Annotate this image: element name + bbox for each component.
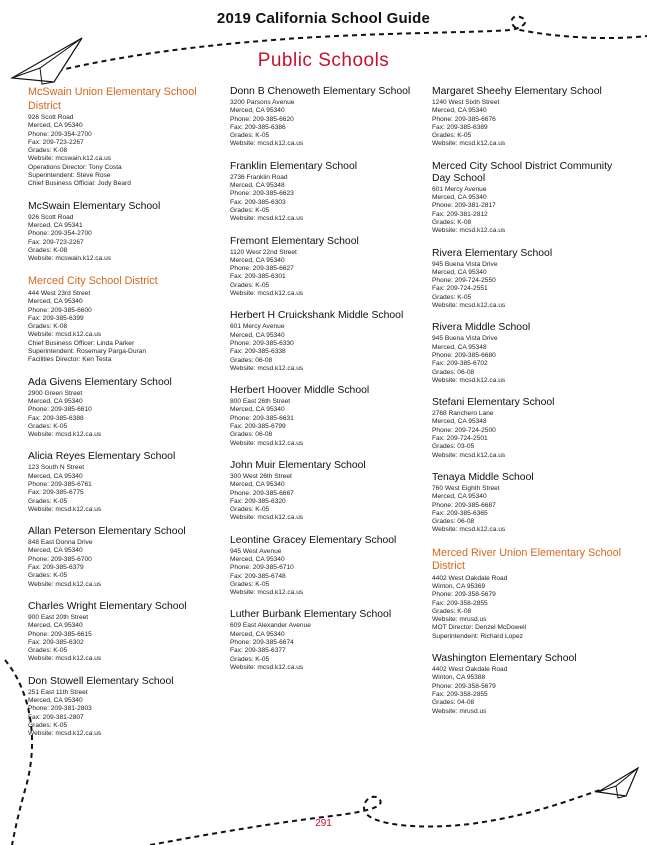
entry-detail-line: Grades: K-05 [230,206,270,214]
entry-detail-line: 300 West 26th Street [230,472,292,480]
district-name: McSwain Union Elementary School District [28,86,197,112]
school-name: Tenaya Middle School [432,471,534,483]
entry-detail-line: 926 Scott Road [28,213,74,221]
school-name: McSwain Elementary School [28,200,161,212]
entry-detail-line: Merced, CA 95340 [28,397,83,405]
entry-detail-line: Grades: K-05 [230,580,270,588]
entry-detail-line: Phone: 209-385-6687 [432,501,496,509]
entry-detail-line: Merced, CA 95340 [28,697,83,705]
paper-plane-icon [598,768,638,798]
entry-detail-line: Fax: 209-724-2551 [432,285,488,293]
entry-detail-line: Fax: 209-385-6379 [28,564,84,572]
entry-detail-line: Phone: 209-354-2700 [28,230,92,238]
entry-detail-line: Fax: 209-723-2267 [28,138,84,146]
entry-detail-line: Superintendent: Steve Rose [28,172,111,180]
entry-detail-line: 601 Mercy Avenue [230,323,285,331]
entry-detail-line: Grades: K-05 [230,132,270,140]
entry-detail-line: Fax: 209-385-6389 [432,123,488,131]
entry-detail-line: Website: mcsd.k12.ca.us [230,215,304,223]
entry-detail-line: Grades: K-05 [28,497,68,505]
entry-detail-line: 4402 West Oakdale Road [432,666,508,674]
entry-detail-line: Fax: 209-385-6388 [28,414,84,422]
directory-column-1 [28,86,228,751]
school-name: Ada Givens Elementary School [28,376,172,388]
district-name: Merced River Union Elementary School District [432,546,622,573]
directory-column-3 [432,86,632,728]
entry-detail-line: Phone: 209-724-2550 [432,277,496,285]
school-entry [230,385,430,448]
entry-detail-line: 2736 Franklin Road [230,173,288,181]
entry-detail-line: 926 Scott Road [28,114,74,121]
entry-detail-line: Website: mcsd.k12.ca.us [432,227,506,235]
school-entry [230,460,430,523]
entry-detail-line: Phone: 209-385-6615 [28,630,92,638]
entry-detail-line: Website: mcsd.k12.ca.us [230,439,304,447]
entry-detail-line: Fax: 209-385-6320 [230,497,286,505]
entry-detail-line: Website: mcswain.k12.ca.us [28,255,112,263]
entry-detail-line: Phone: 209-358-5679 [432,682,496,690]
entry-detail-line: Grades: K-05 [230,655,270,663]
entry-detail-line: Grades: K-05 [230,506,270,514]
entry-detail-line: Grades: K-05 [28,721,68,729]
entry-detail-line: Merced, CA 95341 [28,221,83,229]
entry-detail-line: Grades: 06-08 [432,518,475,526]
entry-detail-line: Fax: 209-358-2855 [432,690,488,698]
entry-detail-line: Fax: 209-385-6386 [230,123,286,131]
entry-detail-line: Phone: 209-724-2500 [432,426,496,434]
entry-detail-line: Merced, CA 95340 [230,107,285,115]
school-entry [28,601,228,664]
section-title: Public Schools [257,50,390,71]
entry-detail-line: MOT Director: Denzel McDowell [432,624,527,632]
entry-detail-line: Merced, CA 95340 [230,331,285,339]
school-name: Donn B Chenoweth Elementary School [230,86,411,97]
school-entry [28,676,228,739]
entry-detail-line: 900 East 20th Street [28,613,89,621]
entry-detail-line: Merced, CA 95340 [28,298,83,306]
entry-detail-line: 945 Buena Vista Drive [432,260,498,268]
entry-detail-line: 800 East 26th Street [230,398,291,406]
entry-detail-line: Phone: 209-385-6676 [432,115,496,123]
entry-detail-line: 760 West Eighth Street [432,484,500,492]
entry-detail-line: Fax: 209-385-6748 [230,572,286,580]
entry-detail-line: Grades: K-05 [28,422,68,430]
school-entry [230,310,430,373]
entry-detail-line: Chief Business Official: Jody Beard [28,180,131,188]
page-header: 2019 California School Guide [216,10,431,27]
entry-detail-line: Phone: 209-385-6600 [28,306,92,314]
school-name: Luther Burbank Elementary School [230,609,392,621]
school-entry [432,86,632,149]
entry-detail-line: Website: mcsd.k12.ca.us [432,376,506,384]
entry-detail-line: Operations Director: Tony Costa [28,163,122,171]
entry-detail-line: Website: mrusd.us [432,616,487,624]
school-name: Leontine Gracey Elementary School [230,534,397,546]
entry-detail-line: Website: mcsd.k12.ca.us [28,431,102,439]
school-entry [28,377,228,440]
directory-column-2 [230,86,430,684]
entry-detail-line: Website: mcsd.k12.ca.us [230,140,304,148]
entry-detail-line: Website: mcswain.k12.ca.us [28,155,112,163]
school-name: Franklin Elementary School [230,160,358,172]
entry-detail-line: Fax: 209-385-6399 [28,314,84,322]
entry-detail-line: Website: mcsd.k12.ca.us [230,290,304,298]
entry-detail-line: Merced, CA 95340 [28,122,83,130]
entry-detail-line: 2768 Ranchero Lane [432,410,494,418]
entry-detail-line: Fax: 209-385-6303 [230,198,286,206]
entry-detail-line: Phone: 209-381-2803 [28,705,92,713]
entry-detail-line: 945 Buena Vista Drive [432,335,498,343]
entry-detail-line: Grades: K-05 [28,647,68,655]
entry-detail-line: Grades: K-05 [432,293,472,301]
entry-detail-line: 3200 Parsons Avenue [230,99,295,106]
school-name: Herbert H Cruickshank Middle School [230,310,404,322]
entry-detail-line: Website: mcsd.k12.ca.us [230,364,304,372]
entry-detail-line: Phone: 209-358-5679 [432,591,496,599]
entry-detail-line: Website: mcsd.k12.ca.us [432,140,506,148]
entry-detail-line: Fax: 209-385-6338 [230,348,286,356]
entry-detail-line: Fax: 209-381-2807 [28,713,84,721]
entry-detail-line: Merced, CA 95340 [230,406,285,414]
entry-detail-line: 1240 West Sixth Street [432,99,500,106]
entry-detail-line: Fax: 209-358-2855 [432,599,488,607]
entry-detail-line: Phone: 209-385-6330 [230,339,294,347]
entry-detail-line: Fax: 209-385-6302 [28,638,84,646]
entry-detail-line: Phone: 209-354-2700 [28,130,92,138]
entry-detail-line: 2900 Green Street [28,389,83,397]
school-name: Herbert Hoover Middle School [230,385,370,397]
school-name: Rivera Middle School [432,322,531,334]
entry-detail-line: Merced, CA 95340 [28,472,83,480]
entry-detail-line: Phone: 209-385-6620 [230,115,294,123]
district-entry [432,547,632,641]
school-entry [432,248,632,311]
entry-detail-line: Winton, CA 95388 [432,674,486,682]
entry-detail-line: Grades: K-08 [432,607,472,615]
entry-detail-line: Phone: 209-381-2817 [432,202,496,210]
district-name: Merced City School District [28,275,158,288]
entry-detail-line: Website: mcsd.k12.ca.us [432,302,506,310]
entry-detail-line: Merced, CA 95348 [230,182,285,190]
entry-detail-line: Website: mcsd.k12.ca.us [28,655,102,663]
entry-detail-line: 848 East Donna Drive [28,539,93,547]
entry-detail-line: Phone: 209-385-6610 [28,406,92,414]
school-entry [432,653,632,716]
school-entry [432,161,632,236]
school-entry [230,161,430,224]
entry-detail-line: Grades: K-05 [432,132,472,140]
entry-detail-line: Superintendent: Richard Lopez [432,632,523,640]
school-name: Stefani Elementary School [432,397,555,409]
entry-detail-line: Website: mcsd.k12.ca.us [230,589,304,597]
entry-detail-line: Phone: 209-385-6631 [230,414,294,422]
entry-detail-line: Merced, CA 95340 [230,630,285,638]
entry-detail-line: Grades: 06-08 [230,356,273,364]
entry-detail-line: Grades: 06-08 [432,368,475,376]
district-entry [28,275,228,364]
school-name: Washington Elementary School [432,653,577,665]
entry-detail-line: Fax: 209-723-2267 [28,238,84,246]
entry-detail-line: Chief Business Officer: Linda Parker [28,339,135,347]
entry-detail-line: Phone: 209-385-6667 [230,489,294,497]
school-entry [230,86,430,149]
entry-detail-line: Fax: 209-385-6702 [432,360,488,368]
entry-detail-line: 123 South N Street [28,464,85,472]
school-entry [230,236,430,299]
entry-detail-line: Grades: K-05 [28,572,68,580]
school-entry [432,397,632,460]
entry-detail-line: Website: mcsd.k12.ca.us [28,505,102,513]
school-name: Charles Wright Elementary School [28,600,187,612]
entry-detail-line: Grades: 04-08 [432,699,475,707]
entry-detail-line: 945 West Avenue [230,547,282,555]
district-entry [28,86,228,189]
entry-detail-line: Merced, CA 95340 [230,555,285,563]
entry-detail-line: Merced, CA 95340 [230,256,285,264]
entry-detail-line: Merced, CA 95348 [432,343,487,351]
school-name: Allan Peterson Elementary School [28,526,186,538]
entry-detail-line: Fax: 209-381-2812 [432,210,488,218]
school-name: John Muir Elementary School [230,459,366,471]
entry-detail-line: Phone: 209-385-6674 [230,639,294,647]
school-entry [432,322,632,385]
entry-detail-line: Grades: 03-05 [432,443,475,451]
entry-detail-line: Grades: K-08 [28,147,68,155]
entry-detail-line: Merced, CA 95340 [432,107,487,115]
entry-detail-line: 1120 West 22nd Street [230,248,297,256]
entry-detail-line: Grades: K-05 [230,281,270,289]
entry-detail-line: 609 East Alexander Avenue [230,622,311,630]
entry-detail-line: Grades: K-08 [432,218,472,226]
entry-detail-line: Website: mcsd.k12.ca.us [432,526,506,534]
entry-detail-line: Merced, CA 95340 [432,194,487,202]
entry-detail-line: Website: mcsd.k12.ca.us [230,663,304,671]
entry-detail-line: Phone: 209-385-6761 [28,481,92,488]
entry-detail-line: Website: mrusd.us [432,707,487,715]
school-entry [28,526,228,589]
entry-detail-line: Fax: 209-385-6365 [432,509,488,517]
entry-detail-line: Grades: K-08 [28,323,68,331]
entry-detail-line: 4402 West Oakdale Road [432,574,508,582]
entry-detail-line: Facilities Director: Ken Testa [28,356,112,364]
entry-detail-line: Fax: 209-385-6301 [230,273,286,281]
entry-detail-line: Grades: 06-08 [230,431,273,439]
school-entry [28,451,228,514]
entry-detail-line: Phone: 209-385-6627 [230,265,294,273]
entry-detail-line: Superintendent: Rosemary Parga-Duran [28,348,147,356]
entry-detail-line: Website: mcsd.k12.ca.us [28,331,102,339]
entry-detail-line: Merced, CA 95348 [432,418,487,426]
school-name: Don Stowell Elementary School [28,675,174,687]
school-entry [432,472,632,535]
entry-detail-line: Merced, CA 95340 [230,481,285,489]
entry-detail-line: Website: mcsd.k12.ca.us [28,730,102,738]
entry-detail-line: Website: mcsd.k12.ca.us [28,580,102,588]
entry-detail-line: 601 Mercy Avenue [432,185,487,193]
entry-detail-line: Phone: 209-385-6623 [230,190,294,198]
entry-detail-line: Phone: 209-385-6700 [28,555,92,563]
entry-detail-line: Winton, CA 95369 [432,582,486,590]
school-name: Margaret Sheehy Elementary School [432,86,602,97]
entry-detail-line: Merced, CA 95340 [432,493,487,501]
entry-detail-line: Website: mcsd.k12.ca.us [230,514,304,522]
school-name: Merced City School District Community Day School [432,160,613,184]
page-number: 291 [315,818,332,829]
entry-detail-line: Fax: 209-385-6775 [28,489,84,497]
entry-detail-line: 444 West 23rd Street [28,289,91,297]
school-entry [28,201,228,264]
entry-detail-line: Fax: 209-385-6799 [230,423,286,431]
school-entry [230,609,430,672]
school-name: Fremont Elementary School [230,235,359,247]
school-name: Alicia Reyes Elementary School [28,451,176,463]
entry-detail-line: 251 East 11th Street [28,688,88,696]
entry-detail-line: Phone: 209-385-6710 [230,564,294,572]
entry-detail-line: Merced, CA 95340 [432,268,487,276]
entry-detail-line: Fax: 209-724-2501 [432,435,488,443]
entry-detail-line: Phone: 209-385-6680 [432,351,496,359]
entry-detail-line: Merced, CA 95340 [28,547,83,555]
entry-detail-line: Grades: K-08 [28,246,68,254]
entry-detail-line: Fax: 209-385-6377 [230,647,286,655]
school-entry [230,535,430,598]
entry-detail-line: Website: mcsd.k12.ca.us [432,451,506,459]
school-name: Rivera Elementary School [432,247,553,259]
entry-detail-line: Merced, CA 95340 [28,622,83,630]
